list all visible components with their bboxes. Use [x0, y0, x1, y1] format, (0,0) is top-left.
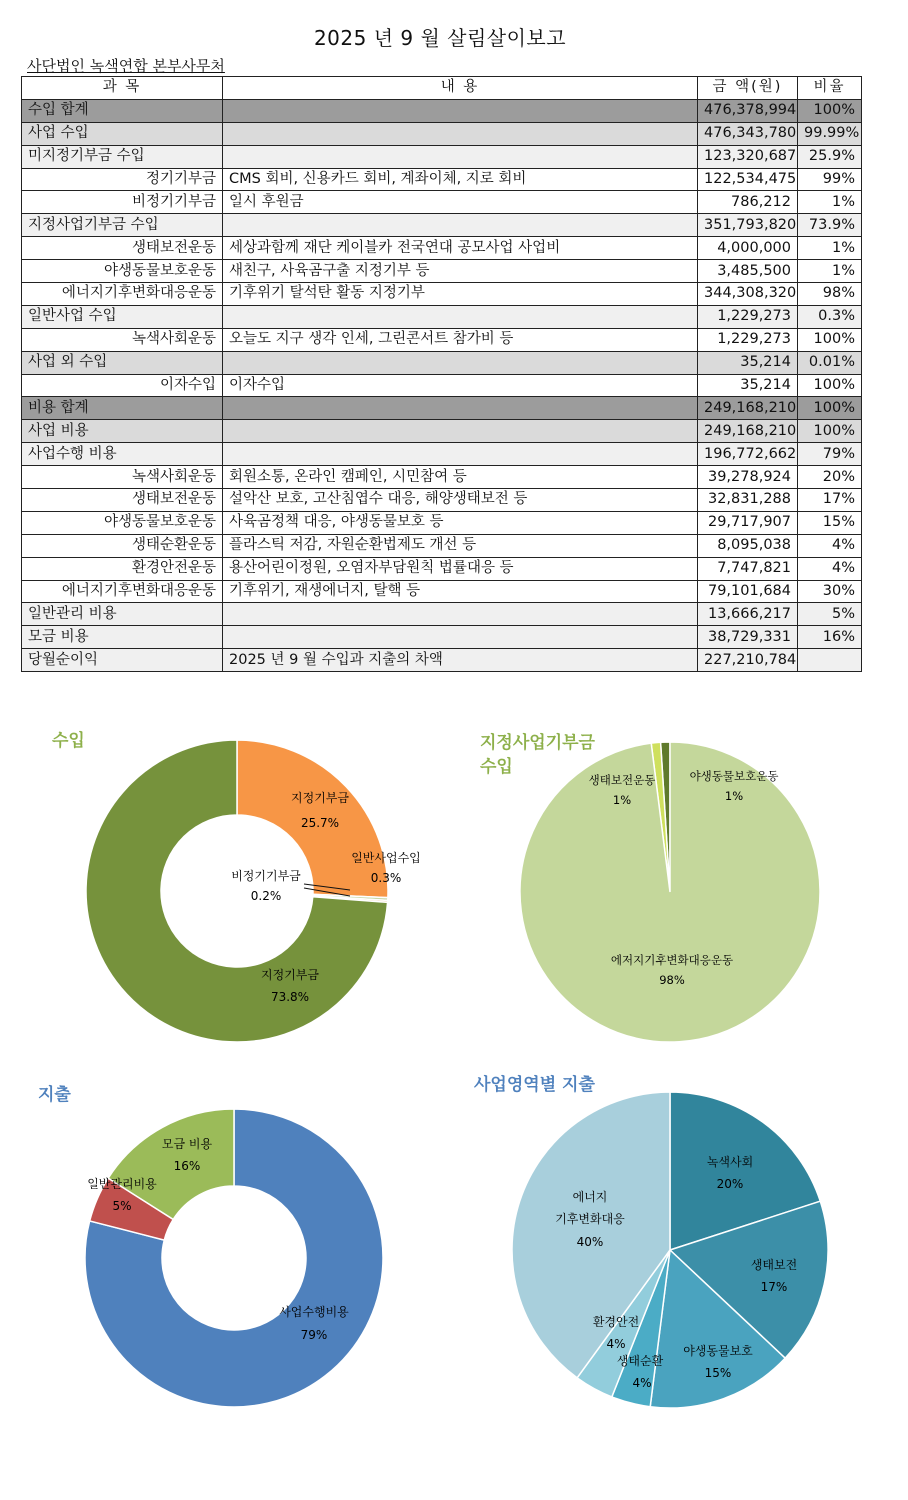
- slice-label: 사업수행비용: [279, 1305, 349, 1319]
- row-description: [223, 122, 698, 145]
- row-item: 일반사업 수입: [22, 305, 223, 328]
- slice-label: 지정기부금: [291, 791, 349, 805]
- row-amount: 13,666,217: [698, 603, 798, 626]
- slice-label: 야생동물보호: [683, 1344, 753, 1358]
- table-row: [22, 649, 862, 672]
- row-ratio: 100%: [798, 397, 862, 420]
- row-ratio: 98%: [798, 283, 862, 306]
- row-item: 일반관리 비용: [22, 603, 223, 626]
- income-donut-chart: [20, 722, 420, 1062]
- table-row: [22, 374, 862, 397]
- chart-slices: [86, 740, 388, 1042]
- chart-title: 지정사업기부금 수입: [480, 733, 595, 777]
- row-description: 오늘도 지구 생각 인세, 그린콘서트 참가비 등: [223, 328, 698, 351]
- chart-title: 수입: [52, 731, 85, 751]
- row-ratio: 100%: [798, 374, 862, 397]
- slice-value: 5%: [112, 1199, 132, 1213]
- row-item: 에너지기후변화대응운동: [22, 580, 223, 603]
- slice-label: 녹색사회: [706, 1155, 754, 1169]
- table-body: [22, 99, 862, 671]
- row-ratio: 100%: [798, 420, 862, 443]
- row-description: [223, 99, 698, 122]
- header-amount: 금 액(원): [698, 77, 798, 100]
- header-content: 내 용: [223, 77, 698, 100]
- expense-donut-chart: [20, 1076, 420, 1416]
- row-item: 사업 비용: [22, 420, 223, 443]
- row-amount: 786,212: [698, 191, 798, 214]
- row-ratio: 79%: [798, 443, 862, 466]
- row-description: 사육곰정책 대응, 야생동물보호 등: [223, 511, 698, 534]
- designated-donation-pie-chart: [470, 722, 850, 1042]
- slice-value: 25.7%: [300, 816, 340, 830]
- financial-table: [21, 76, 862, 672]
- row-description: [223, 603, 698, 626]
- slice-value: 20%: [716, 1177, 744, 1191]
- row-item: 이자수입: [22, 374, 223, 397]
- row-description: 이자수입: [223, 374, 698, 397]
- row-amount: 8,095,038: [698, 534, 798, 557]
- row-amount: 476,343,780: [698, 122, 798, 145]
- row-ratio: 15%: [798, 511, 862, 534]
- row-amount: 123,320,687: [698, 145, 798, 168]
- row-item: 녹색사회운동: [22, 466, 223, 489]
- row-amount: 227,210,784: [698, 649, 798, 672]
- row-amount: 4,000,000: [698, 237, 798, 260]
- slice-value: 1%: [612, 793, 632, 807]
- row-ratio: 30%: [798, 580, 862, 603]
- table-row: [22, 511, 862, 534]
- row-ratio: 25.9%: [798, 145, 862, 168]
- row-amount: 7,747,821: [698, 557, 798, 580]
- table-row: [22, 328, 862, 351]
- row-ratio: 20%: [798, 466, 862, 489]
- row-ratio: 73.9%: [798, 214, 862, 237]
- row-item: 사업 수입: [22, 122, 223, 145]
- row-description: 용산어린이정원, 오염자부담원칙 법률대응 등: [223, 557, 698, 580]
- row-description: [223, 626, 698, 649]
- row-ratio: 5%: [798, 603, 862, 626]
- chart-title: 사업영역별 지출: [474, 1075, 595, 1095]
- row-amount: 351,793,820: [698, 214, 798, 237]
- row-ratio: 1%: [798, 260, 862, 283]
- slice-value: 4%: [632, 1376, 652, 1390]
- row-item: 모금 비용: [22, 626, 223, 649]
- slice-value: 4%: [606, 1337, 626, 1351]
- row-description: 기후위기 탈석탄 활동 지정기부: [223, 283, 698, 306]
- row-amount: 1,229,273: [698, 328, 798, 351]
- table-row: [22, 534, 862, 557]
- report-title: 2025 년 9 월 살림살이보고: [313, 26, 567, 50]
- row-description: 2025 년 9 월 수입과 지출의 차액: [223, 649, 698, 672]
- table-row: [22, 214, 862, 237]
- row-amount: 196,772,662: [698, 443, 798, 466]
- slice-value: 98%: [659, 973, 685, 987]
- table-row: [22, 260, 862, 283]
- row-ratio: 0.01%: [798, 351, 862, 374]
- slice-label: 환경안전: [592, 1315, 640, 1329]
- table-row: [22, 580, 862, 603]
- row-item: 수입 합계: [22, 99, 223, 122]
- slice-value: 0.2%: [250, 889, 282, 903]
- row-ratio: 100%: [798, 328, 862, 351]
- row-description: 일시 후원금: [223, 191, 698, 214]
- chart-slices: [85, 1109, 383, 1407]
- row-amount: 32,831,288: [698, 489, 798, 512]
- header-ratio: 비율: [798, 77, 862, 100]
- row-item: 비용 합계: [22, 397, 223, 420]
- slice-label: 일반사업수입: [351, 851, 421, 865]
- row-item: 정기기부금: [22, 168, 223, 191]
- program-expense-pie-chart: [470, 1070, 850, 1420]
- slice-value: 40%: [576, 1235, 604, 1249]
- row-amount: 344,308,320: [698, 283, 798, 306]
- row-item: 녹색사회운동: [22, 328, 223, 351]
- row-ratio: 1%: [798, 191, 862, 214]
- row-amount: 79,101,684: [698, 580, 798, 603]
- row-amount: 249,168,210: [698, 420, 798, 443]
- slice-value: 73.8%: [270, 990, 310, 1004]
- row-item: 사업수행 비용: [22, 443, 223, 466]
- chart-slices: [512, 1092, 828, 1408]
- row-description: [223, 397, 698, 420]
- slice-label: 생태순환: [616, 1354, 664, 1368]
- slice-label: 지정기부금: [261, 968, 319, 982]
- row-item: 생태보전운동: [22, 489, 223, 512]
- slice-label: 일반관리비용: [87, 1177, 157, 1191]
- row-amount: 39,278,924: [698, 466, 798, 489]
- slice-value: 17%: [760, 1280, 788, 1294]
- row-description: 세상과함께 재단 케이블카 전국연대 공모사업 사업비: [223, 237, 698, 260]
- slice-value: 0.3%: [370, 871, 402, 885]
- row-description: [223, 443, 698, 466]
- row-amount: 35,214: [698, 351, 798, 374]
- table-row: [22, 122, 862, 145]
- row-item: 지정사업기부금 수입: [22, 214, 223, 237]
- organization-name: 사단법인 녹색연합 본부사무처: [27, 57, 225, 75]
- row-amount: 249,168,210: [698, 397, 798, 420]
- row-description: [223, 145, 698, 168]
- row-amount: 29,717,907: [698, 511, 798, 534]
- row-description: [223, 420, 698, 443]
- row-item: 생태순환운동: [22, 534, 223, 557]
- table-row: [22, 99, 862, 122]
- row-item: 야생동물보호운동: [22, 260, 223, 283]
- row-description: CMS 회비, 신용카드 회비, 계좌이체, 지로 회비: [223, 168, 698, 191]
- row-ratio: 99%: [798, 168, 862, 191]
- slice-value: 79%: [300, 1328, 328, 1342]
- row-description: 기후위기, 재생에너지, 탈핵 등: [223, 580, 698, 603]
- table-row: [22, 603, 862, 626]
- table-row: [22, 237, 862, 260]
- table-row: [22, 168, 862, 191]
- row-amount: 3,485,500: [698, 260, 798, 283]
- row-amount: 38,729,331: [698, 626, 798, 649]
- slice-label: 비정기기부금: [231, 869, 301, 883]
- slice-value: 1%: [724, 789, 744, 803]
- slice-value: 15%: [704, 1366, 732, 1380]
- table-row: [22, 466, 862, 489]
- row-item: 생태보전운동: [22, 237, 223, 260]
- row-ratio: 100%: [798, 99, 862, 122]
- table-row: [22, 397, 862, 420]
- table-row: [22, 191, 862, 214]
- row-description: [223, 351, 698, 374]
- table-row: [22, 443, 862, 466]
- row-amount: 122,534,475: [698, 168, 798, 191]
- row-item: 야생동물보호운동: [22, 511, 223, 534]
- row-ratio: [798, 649, 862, 672]
- pie-slice: [520, 742, 820, 1042]
- row-item: 비정기기부금: [22, 191, 223, 214]
- header-item: 과 목: [22, 77, 223, 100]
- row-description: [223, 214, 698, 237]
- row-ratio: 4%: [798, 557, 862, 580]
- row-ratio: 17%: [798, 489, 862, 512]
- row-item: 사업 외 수입: [22, 351, 223, 374]
- row-ratio: 0.3%: [798, 305, 862, 328]
- chart-title: 지출: [38, 1085, 71, 1105]
- row-description: 설악산 보호, 고산침엽수 대응, 해양생태보전 등: [223, 489, 698, 512]
- table-row: [22, 283, 862, 306]
- row-ratio: 99.99%: [798, 122, 862, 145]
- table-row: [22, 626, 862, 649]
- table-row: [22, 420, 862, 443]
- chart-slices: [520, 742, 820, 1042]
- slice-label: 생태보전운동: [588, 773, 656, 787]
- table-header-row: [22, 77, 862, 100]
- row-description: [223, 305, 698, 328]
- slice-label: 모금 비용: [161, 1137, 213, 1151]
- slice-label: 에저지기후변화대응운동: [610, 953, 734, 967]
- row-description: 회원소통, 온라인 캠페인, 시민참여 등: [223, 466, 698, 489]
- row-amount: 1,229,273: [698, 305, 798, 328]
- row-description: 새친구, 사육곰구출 지정기부 등: [223, 260, 698, 283]
- table-row: [22, 557, 862, 580]
- table-row: [22, 305, 862, 328]
- row-amount: 476,378,994: [698, 99, 798, 122]
- row-ratio: 16%: [798, 626, 862, 649]
- row-item: 미지정기부금 수입: [22, 145, 223, 168]
- table-row: [22, 145, 862, 168]
- row-ratio: 4%: [798, 534, 862, 557]
- row-item: 에너지기후변화대응운동: [22, 283, 223, 306]
- row-item: 환경안전운동: [22, 557, 223, 580]
- row-description: 플라스틱 저감, 자원순환법제도 개선 등: [223, 534, 698, 557]
- row-amount: 35,214: [698, 374, 798, 397]
- slice-value: 16%: [173, 1159, 201, 1173]
- slice-label: 야생동물보호운동: [689, 769, 779, 783]
- table-row: [22, 351, 862, 374]
- row-item: 당월순이익: [22, 649, 223, 672]
- slice-label: 생태보전: [750, 1258, 798, 1272]
- row-ratio: 1%: [798, 237, 862, 260]
- table-row: [22, 489, 862, 512]
- slice-label: 에너지 기후변화대응: [555, 1190, 625, 1226]
